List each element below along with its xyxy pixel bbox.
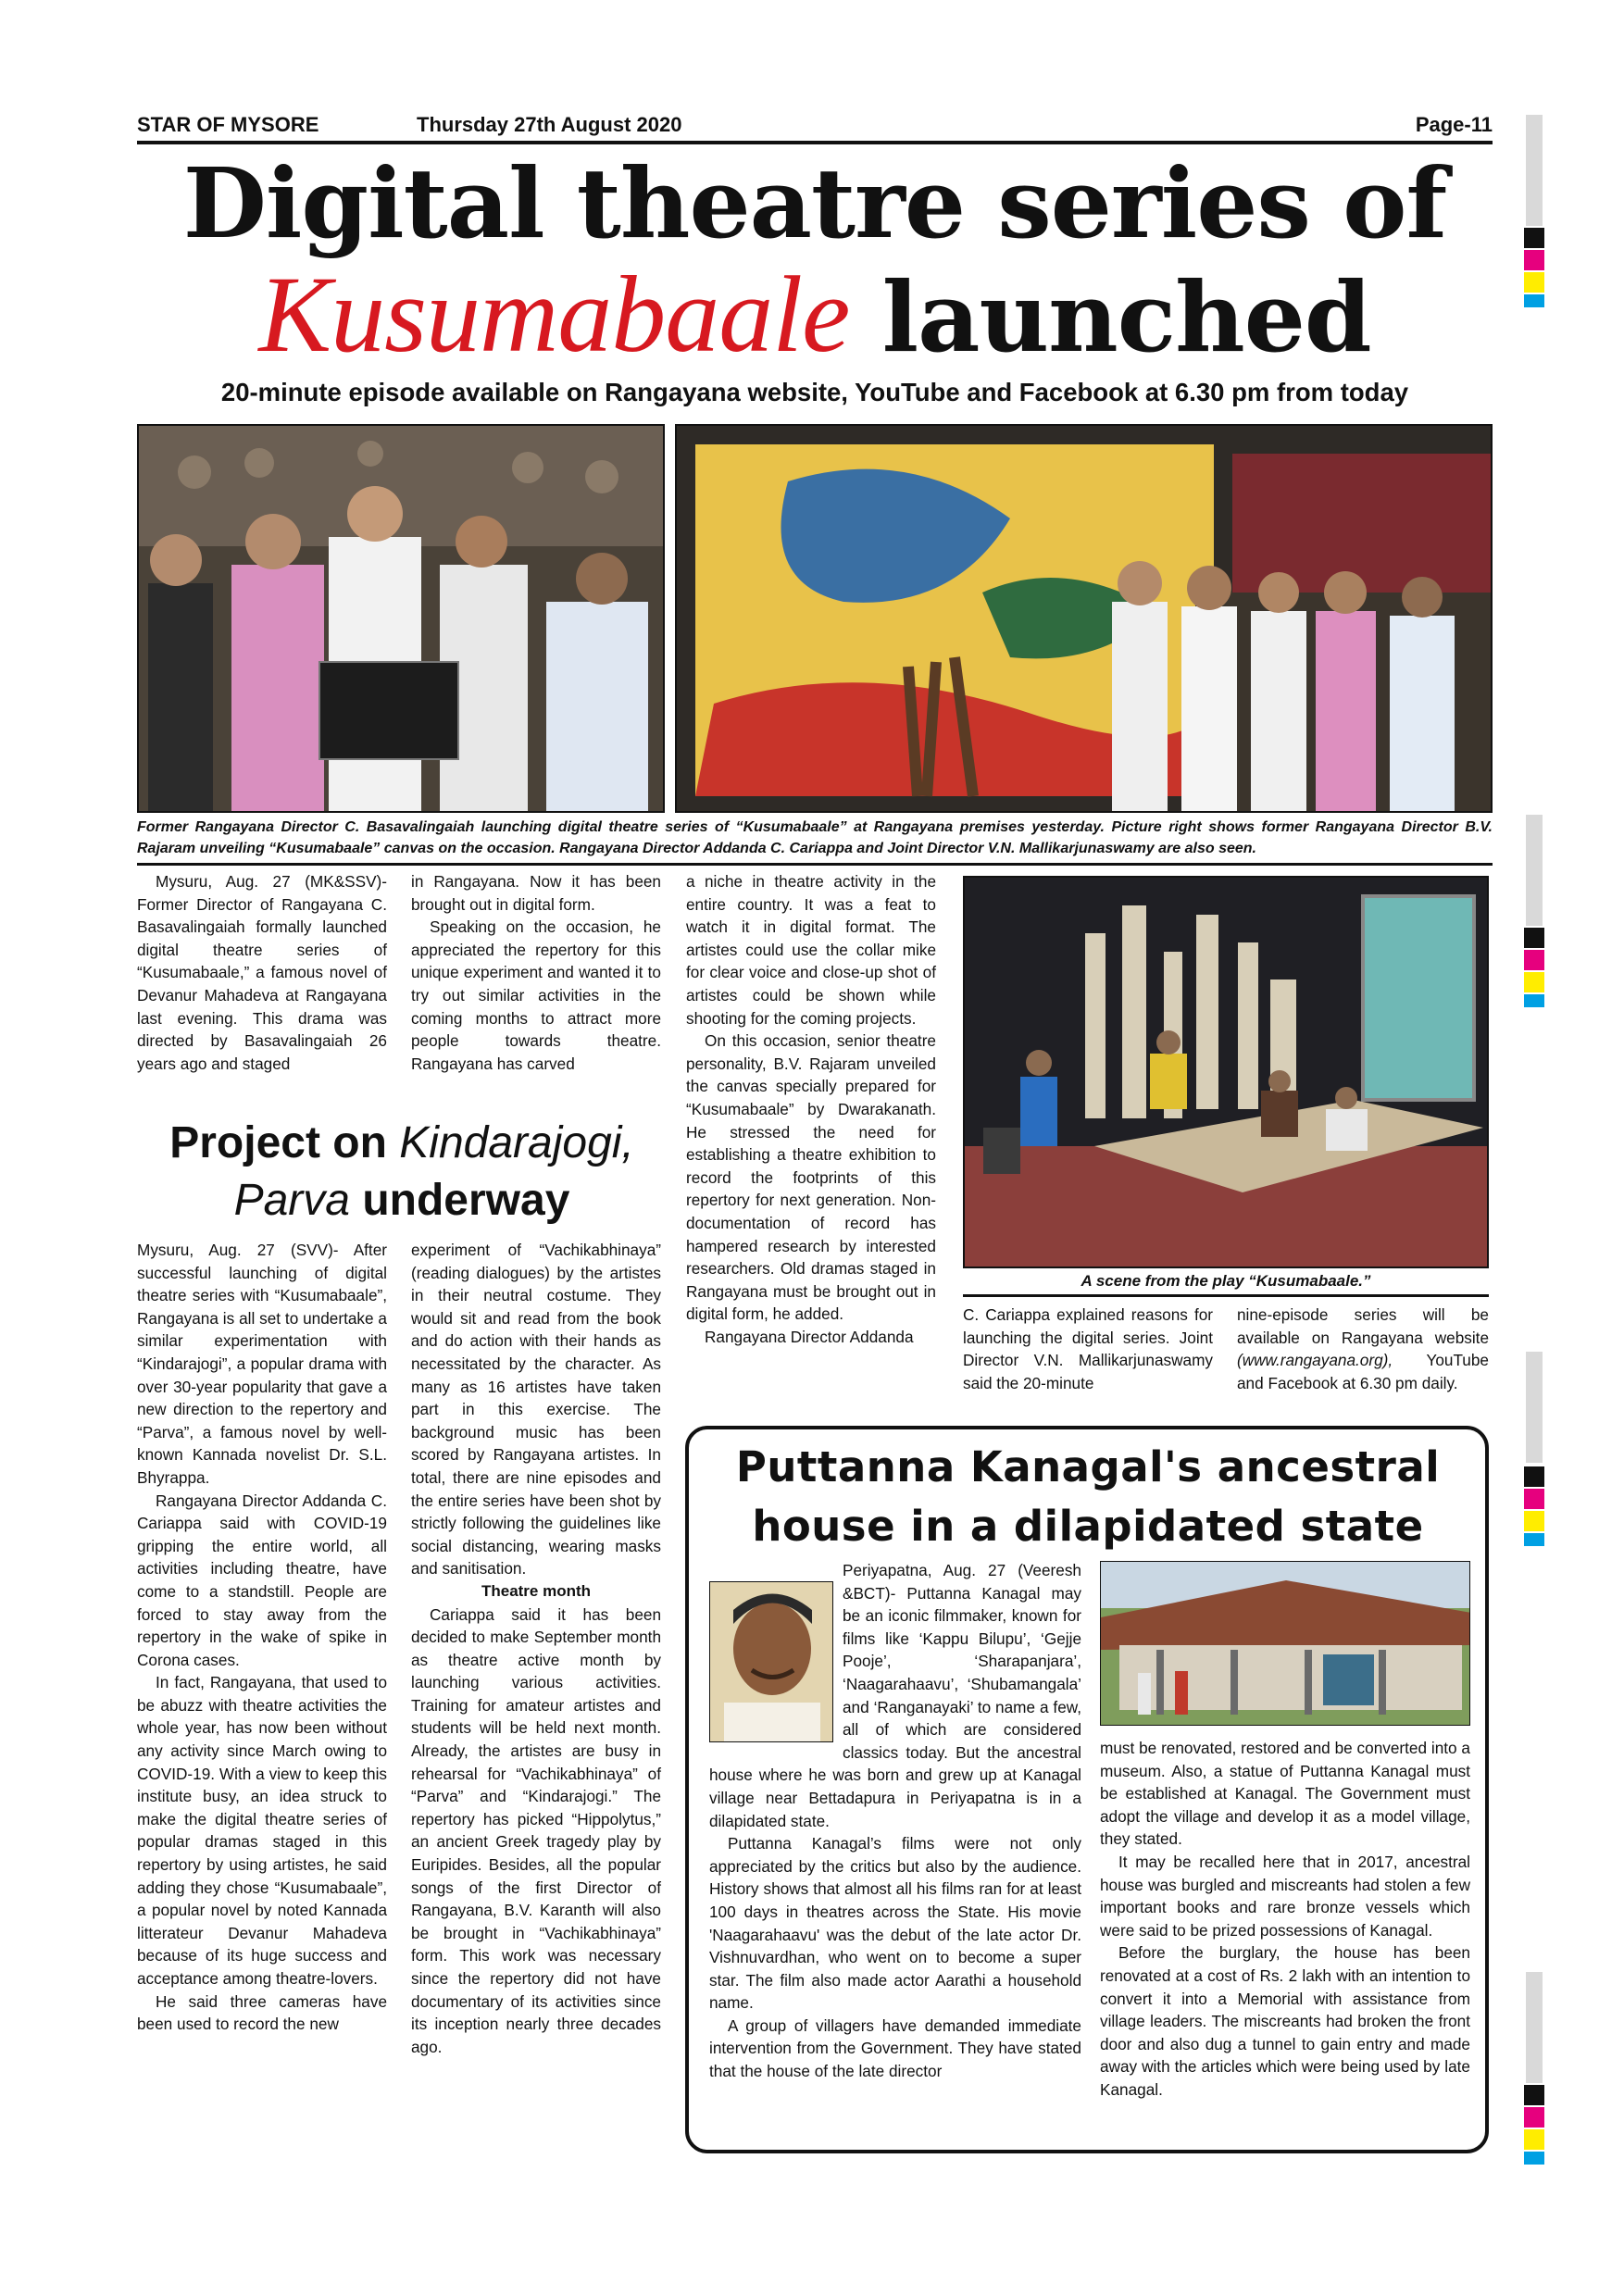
main-subheadline: 20-minute episode available on Rangayana website, YouTube and Facebook at 6.30 pm from today [220, 378, 1409, 406]
kanagal-headline [696, 1438, 1480, 1556]
headline-line-2 [137, 254, 1493, 375]
paragraph: Speaking on the occasion, he appreciated the repertory for this unique experiment and wanted it to try out similar activities in the coming months to attract more people towards theatre. Rangayana has carved [411, 917, 661, 1073]
paragraph: Cariappa said it has been decided to make September month as theatre active month by launching various activities. Training for amateur artistes and students will be held next month. Already, the artistes are busy in rehearsal for “Vachikabhinaya” of “Parva” and “Kindarajogi.” The repertory has picked “Hippolytus,” an ancient Greek tragedy play by Euripides. Besides, all the popular songs of the first Director of Rangayana, B.V. Karanth will also be brought in “Vachikabhinaya” form. This work was necessary since the repertory did not have documentary of its activities since its inception nearly three decades ago. [411, 1604, 661, 2056]
kanagal-headline-line-1: Puttanna Kanagal's ancestral [735, 1442, 1441, 1491]
issue-date: Thursday 27th August 2020 [417, 113, 682, 136]
project-story-column-1 [137, 1239, 387, 2036]
masthead [137, 113, 1493, 141]
paragraph: A group of villagers have demanded immediate intervention from the Government. They have stated that the house of the late director [709, 2015, 1081, 2081]
cyan-swatch [1524, 994, 1544, 1007]
magenta-swatch [1524, 1489, 1544, 1509]
text-run-italic: Parva [233, 1176, 350, 1225]
ancestral-house-photo [1100, 1561, 1470, 1726]
cyan-swatch [1524, 1533, 1544, 1546]
text-run: Project on [169, 1118, 400, 1167]
canvas-unveiling-illustration [677, 426, 1493, 813]
kanagal-story-column-1 [709, 1559, 1081, 2083]
paragraph: In fact, Rangayana, that used to be abuzz with theatre activities the whole year, has now been without any activity since March owing to COVID-19. With a view to keep this institute busy, an idea struck to make the digital theatre series of popular dramas staged in this repertory by using artistes, he said adding they chose “Kusumabaale”, a popular novel by noted Kannada litterateur Devanur Mahadeva because of its huge success and acceptance among theatre-lovers. [137, 1673, 387, 1988]
paragraph: Mysuru, Aug. 27 (SVV)- After successful launching of digital theatre series with “Kusumabaale”, Rangayana is all set to undertake a similar experimentation with “Kindarajogi”, a popular drama with over 30-year popularity that gave a new direction to the repertory and “Parva”, a famous novel by well-known Kannada novelist Dr. S.L. Bhyrappa. [137, 1241, 387, 1487]
paragraph: C. Cariappa explained reasons for launching the digital series. Joint Director V.N. Mallikarjunaswamy said the 20-minute [963, 1305, 1213, 1392]
print-margin-strip [1526, 815, 1543, 926]
print-margin-strip [1526, 115, 1543, 226]
page-number: Page-11 [1415, 113, 1493, 136]
text-run-italic: Kindarajogi, [399, 1118, 634, 1167]
paragraph: must be renovated, restored and be converted into a museum. Also, a statue of Puttanna Kanagal must be established at Kanagal. The Government must adopt the village and develop it as a model village, they stated. [1100, 1739, 1470, 1849]
paragraph: It may be recalled here that in 2017, ancestral house was burgled and miscreants had stolen a few important books and rare bronze vessels which were said to be prized possessions of Kanagal. [1100, 1852, 1470, 1940]
yellow-swatch [1524, 972, 1544, 992]
paragraph: Periyapatna, Aug. 27 (Veeresh &BCT)- Puttanna Kanagal may be an iconic filmmaker, known for films like ‘Kappu Bilupu’, ‘Gejje Pooje’, ‘Sharapanjara’, ‘Naagarahaavu’, ‘Shubamangala’ and ‘Ranganayaki’ to name a few, all of which are considered classics today. But the ancestral house where he was born and grew up at Kanagal village near Bettadapura in Periyapatna is in a dilapidated state. [709, 1561, 1081, 1830]
launch-photo-illustration [139, 426, 665, 813]
headline-rest: launched [849, 260, 1371, 374]
main-headline [137, 148, 1493, 373]
main-story-column-2 [411, 870, 661, 1075]
text-run: nine-episode series will be available on Rangayana website [1237, 1305, 1489, 1347]
text-run: underway [349, 1176, 570, 1225]
project-story-column-2 [411, 1239, 661, 2058]
main-story-column-1 [137, 870, 387, 1075]
paragraph: experiment of “Vachikabhinaya” (reading dialogues) by the artistes in their neutral costume. They would sit and read from the book and do action with their hands as necessitated by the character. As many as 16 artistes have taken part in this exercise. The background music has been scored by Rangayana artistes. In total, there are nine episodes and the entire series have been shot by strictly following the guidelines like social distancing, wearing masks and sanitisation. [411, 1241, 661, 1578]
kanagal-story-column-2 [1100, 1737, 1470, 2102]
main-story-column-4 [963, 1304, 1213, 1394]
paper-name: STAR OF MYSORE [137, 113, 319, 136]
project-headline [137, 1115, 667, 1229]
section-subhead: Theatre month [481, 1581, 592, 1600]
kanagal-headline-line-2: house in a dilapidated state [752, 1502, 1424, 1551]
paragraph: Puttanna Kanagal’s films were not only appreciated by the critics but also by the audience. History shows that almost all his films ran for at least 100 days in theatres across the State. His movie 'Naagarahaavu' was the debut of the late actor Dr. Vishnuvardhan, who went on to become a super star. The film also made actor Aarathi a household name. [709, 1834, 1081, 2013]
print-margin-strip [1526, 1972, 1543, 2083]
paragraph: He said three cameras have been used to record the new [137, 1991, 387, 2034]
paragraph [1237, 1304, 1489, 1394]
yellow-swatch [1524, 2129, 1544, 2150]
registration-mark [1524, 2085, 1544, 2105]
paragraph: On this occasion, senior theatre personality, B.V. Rajaram unveiled the canvas specially prepared for “Kusumabaale” by Dwarakanath. He stressed the need for establishing a theatre exhibition to record the footprints of this repertory for next generation. Non-documentation of record has hampered research by interested researchers. Old dramas staged in Rangayana must be brought out in digital form, he added. [686, 1031, 936, 1324]
headline-line-1: Digital theatre series of [182, 146, 1447, 260]
scene-photo [963, 876, 1489, 1268]
main-story-column-3 [686, 870, 936, 1348]
canvas-unveiling-photo [675, 424, 1493, 813]
paragraph: Mysuru, Aug. 27 (MK&SSV)- Former Director of Rangayana C. Basavalingaiah formally launched digital theatre series of “Kusumabaale,” a famous novel of Devanur Mahadeva at Rangayana last evening. This drama was directed by Basavalingaiah 26 years ago and staged [137, 872, 387, 1073]
scene-photo-caption: A scene from the play “Kusumabaale.” [963, 1272, 1489, 1297]
cyan-swatch [1524, 294, 1544, 307]
masthead-rule [137, 141, 1493, 144]
launch-photo [137, 424, 665, 813]
website-url: (www.rangayana.org), [1237, 1351, 1393, 1370]
paragraph: in Rangayana. Now it has been brought out in digital form. [411, 872, 661, 914]
main-story-column-5 [1237, 1304, 1489, 1394]
headline-italic: Kusumabaale [258, 254, 850, 375]
paragraph: Rangayana Director Addanda C. Cariappa said with COVID-19 gripping the entire world, all activities including theatre, have come to a standstill. People are forced to stay away from the repertory in the wake of spike in Corona cases. [137, 1491, 387, 1669]
magenta-swatch [1524, 950, 1544, 970]
registration-mark [1524, 928, 1544, 948]
house-illustration [1101, 1562, 1470, 1726]
magenta-swatch [1524, 2107, 1544, 2128]
yellow-swatch [1524, 272, 1544, 293]
text-run: YouTube and Facebook at 6.30 pm daily. [1237, 1351, 1489, 1392]
project-headline-line-1 [137, 1115, 667, 1172]
paragraph: Before the burglary, the house has been renovated at a cost of Rs. 2 lakh with an intention to convert it into a Memorial with assistance from village leaders. The miscreants had broken the front door and also dug a tunnel to gain entry and made away with the articles which were being used by late Kanagal. [1100, 1943, 1470, 2099]
project-headline-line-2 [137, 1172, 667, 1229]
main-photo-caption: Former Rangayana Director C. Basavalingaiah launching digital theatre series of “Kusumabaale” at Rangayana premises yesterday. Picture right shows former Rangayana Director B.V. Rajaram unveiling “Kusumabaale” canvas on the occasion. Rangayana Director Addanda C. Cariappa and Joint Director V.N. Mallikarjunaswamy are also seen. [137, 817, 1493, 866]
portrait-float-spacer [709, 1559, 843, 1746]
print-margin-strip [1526, 1352, 1543, 1463]
cyan-swatch [1524, 2152, 1544, 2165]
paragraph: Rangayana Director Addanda [705, 1327, 914, 1346]
paragraph: a niche in theatre activity in the entire country. It was a feat to watch it in digital format. The artistes could use the collar mike for clear voice and close-up shot of artistes could be shown while shooting for the coming projects. [686, 872, 936, 1028]
registration-mark [1524, 228, 1544, 248]
scene-photo-illustration [965, 878, 1489, 1268]
magenta-swatch [1524, 250, 1544, 270]
yellow-swatch [1524, 1511, 1544, 1531]
registration-mark [1524, 1466, 1544, 1487]
